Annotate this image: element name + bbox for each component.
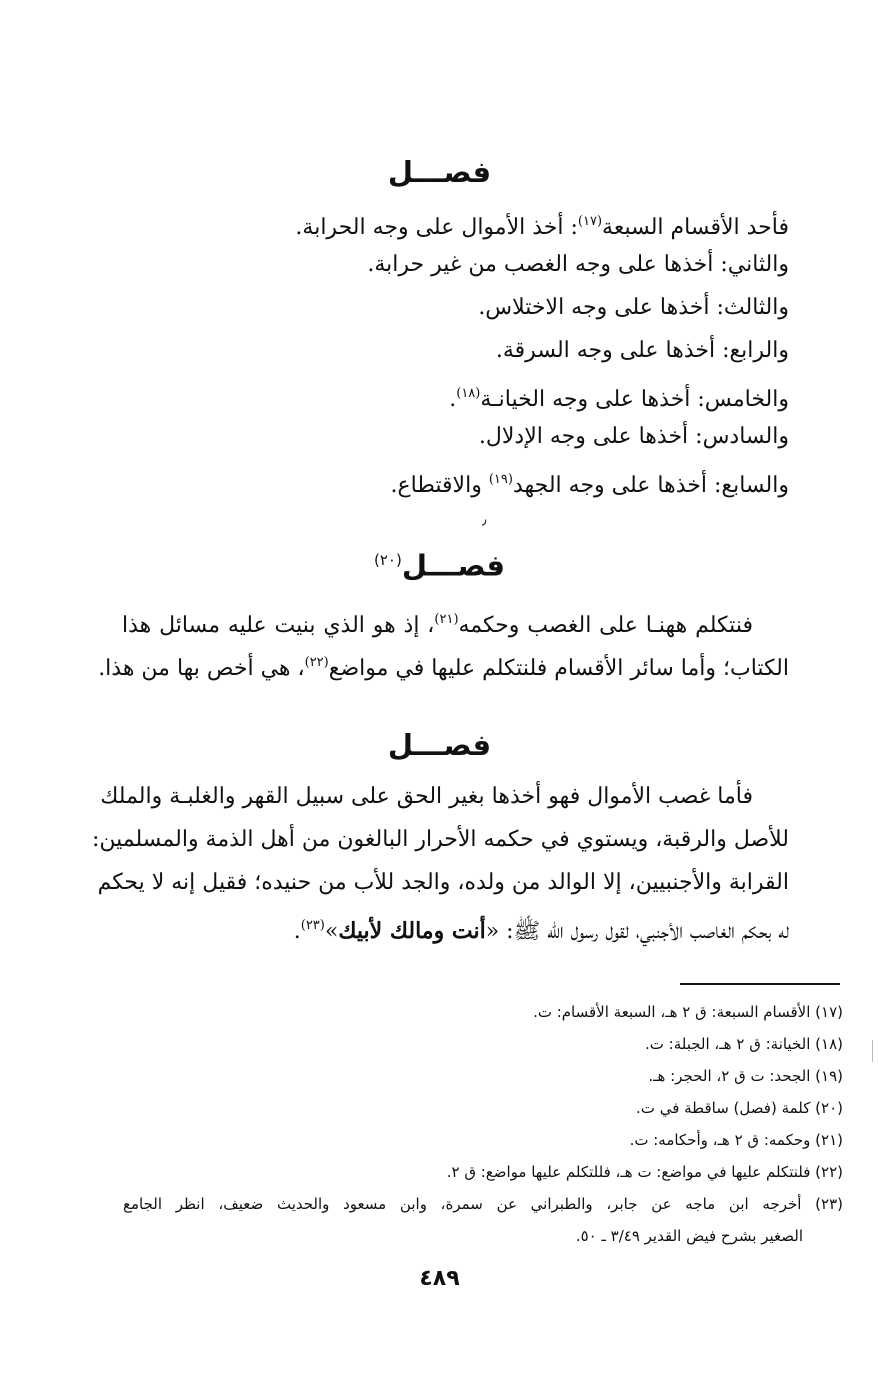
section-1-list <box>89 200 789 501</box>
text-span: للأصل والرقبة، ويستوي في حكمه الأحرار البالغون من أهل الذمة والمسلمين: <box>91 827 789 852</box>
paragraph-line <box>97 861 789 904</box>
text-span: ، إذ هو الذي بنيت عليه مسائل هذا <box>122 613 435 638</box>
section-heading-2 <box>0 540 879 586</box>
margin-mark <box>872 1040 873 1062</box>
text-span: والاقتطاع. <box>390 473 489 498</box>
footnote-ref-20[interactable]: (٢٠) <box>373 551 402 569</box>
text-span: والخامس: أخذها على وجه الخيانـة <box>480 387 789 412</box>
footnote-ref-21[interactable]: (٢١) <box>434 612 459 627</box>
text-span: فنتكلم ههنـا على الغصب وحكمه <box>458 613 753 638</box>
text-span: . <box>449 387 457 412</box>
section-3-paragraph <box>91 775 789 947</box>
hadith-quote: أنت ومالك لأبيك <box>338 918 486 944</box>
text-span: والرابع: أخذها على وجه السرقة. <box>495 338 789 363</box>
text-span: » <box>324 919 339 944</box>
section-2-paragraph <box>98 598 789 684</box>
footnote-ref-22[interactable]: (٢٢) <box>304 655 329 670</box>
text-span: والسابع: أخذها على وجه الجهد <box>512 473 789 498</box>
list-item-1 <box>89 200 789 243</box>
text-span: له بحكم الغاصب الأجنبي، لقول رسول الله ﷺ: « <box>485 919 789 944</box>
list-item-6 <box>89 415 789 458</box>
footnote-ref-17[interactable]: (١٧) <box>577 214 603 229</box>
section-heading-2-text: فصـــل <box>401 548 506 583</box>
text-span: والسادس: أخذها على وجه الإدلال. <box>478 424 789 449</box>
paragraph-line <box>98 641 789 684</box>
paragraph-line <box>91 818 789 861</box>
footnote-23-continued: الصغير بشرح فيض القدير ٣/٤٩ ـ ٥٠. <box>575 1227 803 1245</box>
footnote-17: (١٧) الأقسام السبعة: ق ٢ هـ، السبعة الأقسام: ت. <box>533 1003 843 1021</box>
section-heading-3 <box>0 725 879 765</box>
list-item-2 <box>89 243 789 286</box>
list-item-5 <box>89 372 789 415</box>
footnote-divider <box>680 983 840 985</box>
page-number: ٤٨٩ <box>419 1266 460 1291</box>
text-span: والثاني: أخذها على وجه الغصب من غير حرابة. <box>367 252 789 277</box>
list-item-7 <box>89 458 789 501</box>
footnotes-list <box>123 996 843 1252</box>
section-heading-1-text: فصـــل <box>387 155 492 189</box>
footnote-21: (٢١) وحكمه: ق ٢ هـ، وأحكامه: ت. <box>629 1131 843 1149</box>
section-heading-1 <box>0 152 879 192</box>
text-span: والثالث: أخذها على وجه الاختلاس. <box>478 295 789 320</box>
text-span: فأما غصب الأموال فهو أخذها بغير الحق على سبيل القهر والغلبـة والملك <box>100 784 753 809</box>
list-item-3 <box>89 286 789 329</box>
footnote-ref-19[interactable]: (١٩) <box>488 472 513 487</box>
footnote-ref-18[interactable]: (١٨) <box>456 386 481 401</box>
list-item-4 <box>89 329 789 372</box>
section-heading-3-text: فصـــل <box>387 728 492 762</box>
footnote-22: (٢٢) فلنتكلم عليها في مواضع: ت هـ، فللتكلم عليها مواضع: ق ٢. <box>446 1163 843 1181</box>
text-span: : أخذ الأموال على وجه الحرابة. <box>295 215 578 240</box>
paragraph-line <box>122 904 789 947</box>
footnote-ref-23[interactable]: (٢٣) <box>300 918 325 933</box>
footnote-19: (١٩) الجحد: ت ق ٢، الحجر: هـ. <box>648 1067 843 1085</box>
text-span: فأحد الأقسام السبعة <box>602 215 789 240</box>
text-span: القرابة والأجنبيين، إلا الوالد من ولده، والجد للأب من حنيده؛ فقيل إنه لا يحكم <box>97 870 789 895</box>
paragraph-line <box>100 775 789 818</box>
footnote-20: (٢٠) كلمة (فصل) ساقطة في ت. <box>636 1099 843 1117</box>
text-span: الكتاب؛ وأما سائر الأقسام فلنتكلم عليها في مواضع <box>328 656 789 681</box>
footnote-23: (٢٣) أخرجه ابن ماجه عن جابر، والطبراني عن سمرة، وابن مسعود والحديث ضعيف، انظر الجامع <box>123 1195 843 1213</box>
text-span: . <box>293 919 301 944</box>
stray-mark: ٫ <box>482 512 487 528</box>
footnote-18: (١٨) الخيانة: ق ٢ هـ، الجبلة: ت. <box>645 1035 843 1053</box>
text-span: ، هي أخص بها من هذا. <box>98 656 305 681</box>
paragraph-line <box>122 598 789 641</box>
